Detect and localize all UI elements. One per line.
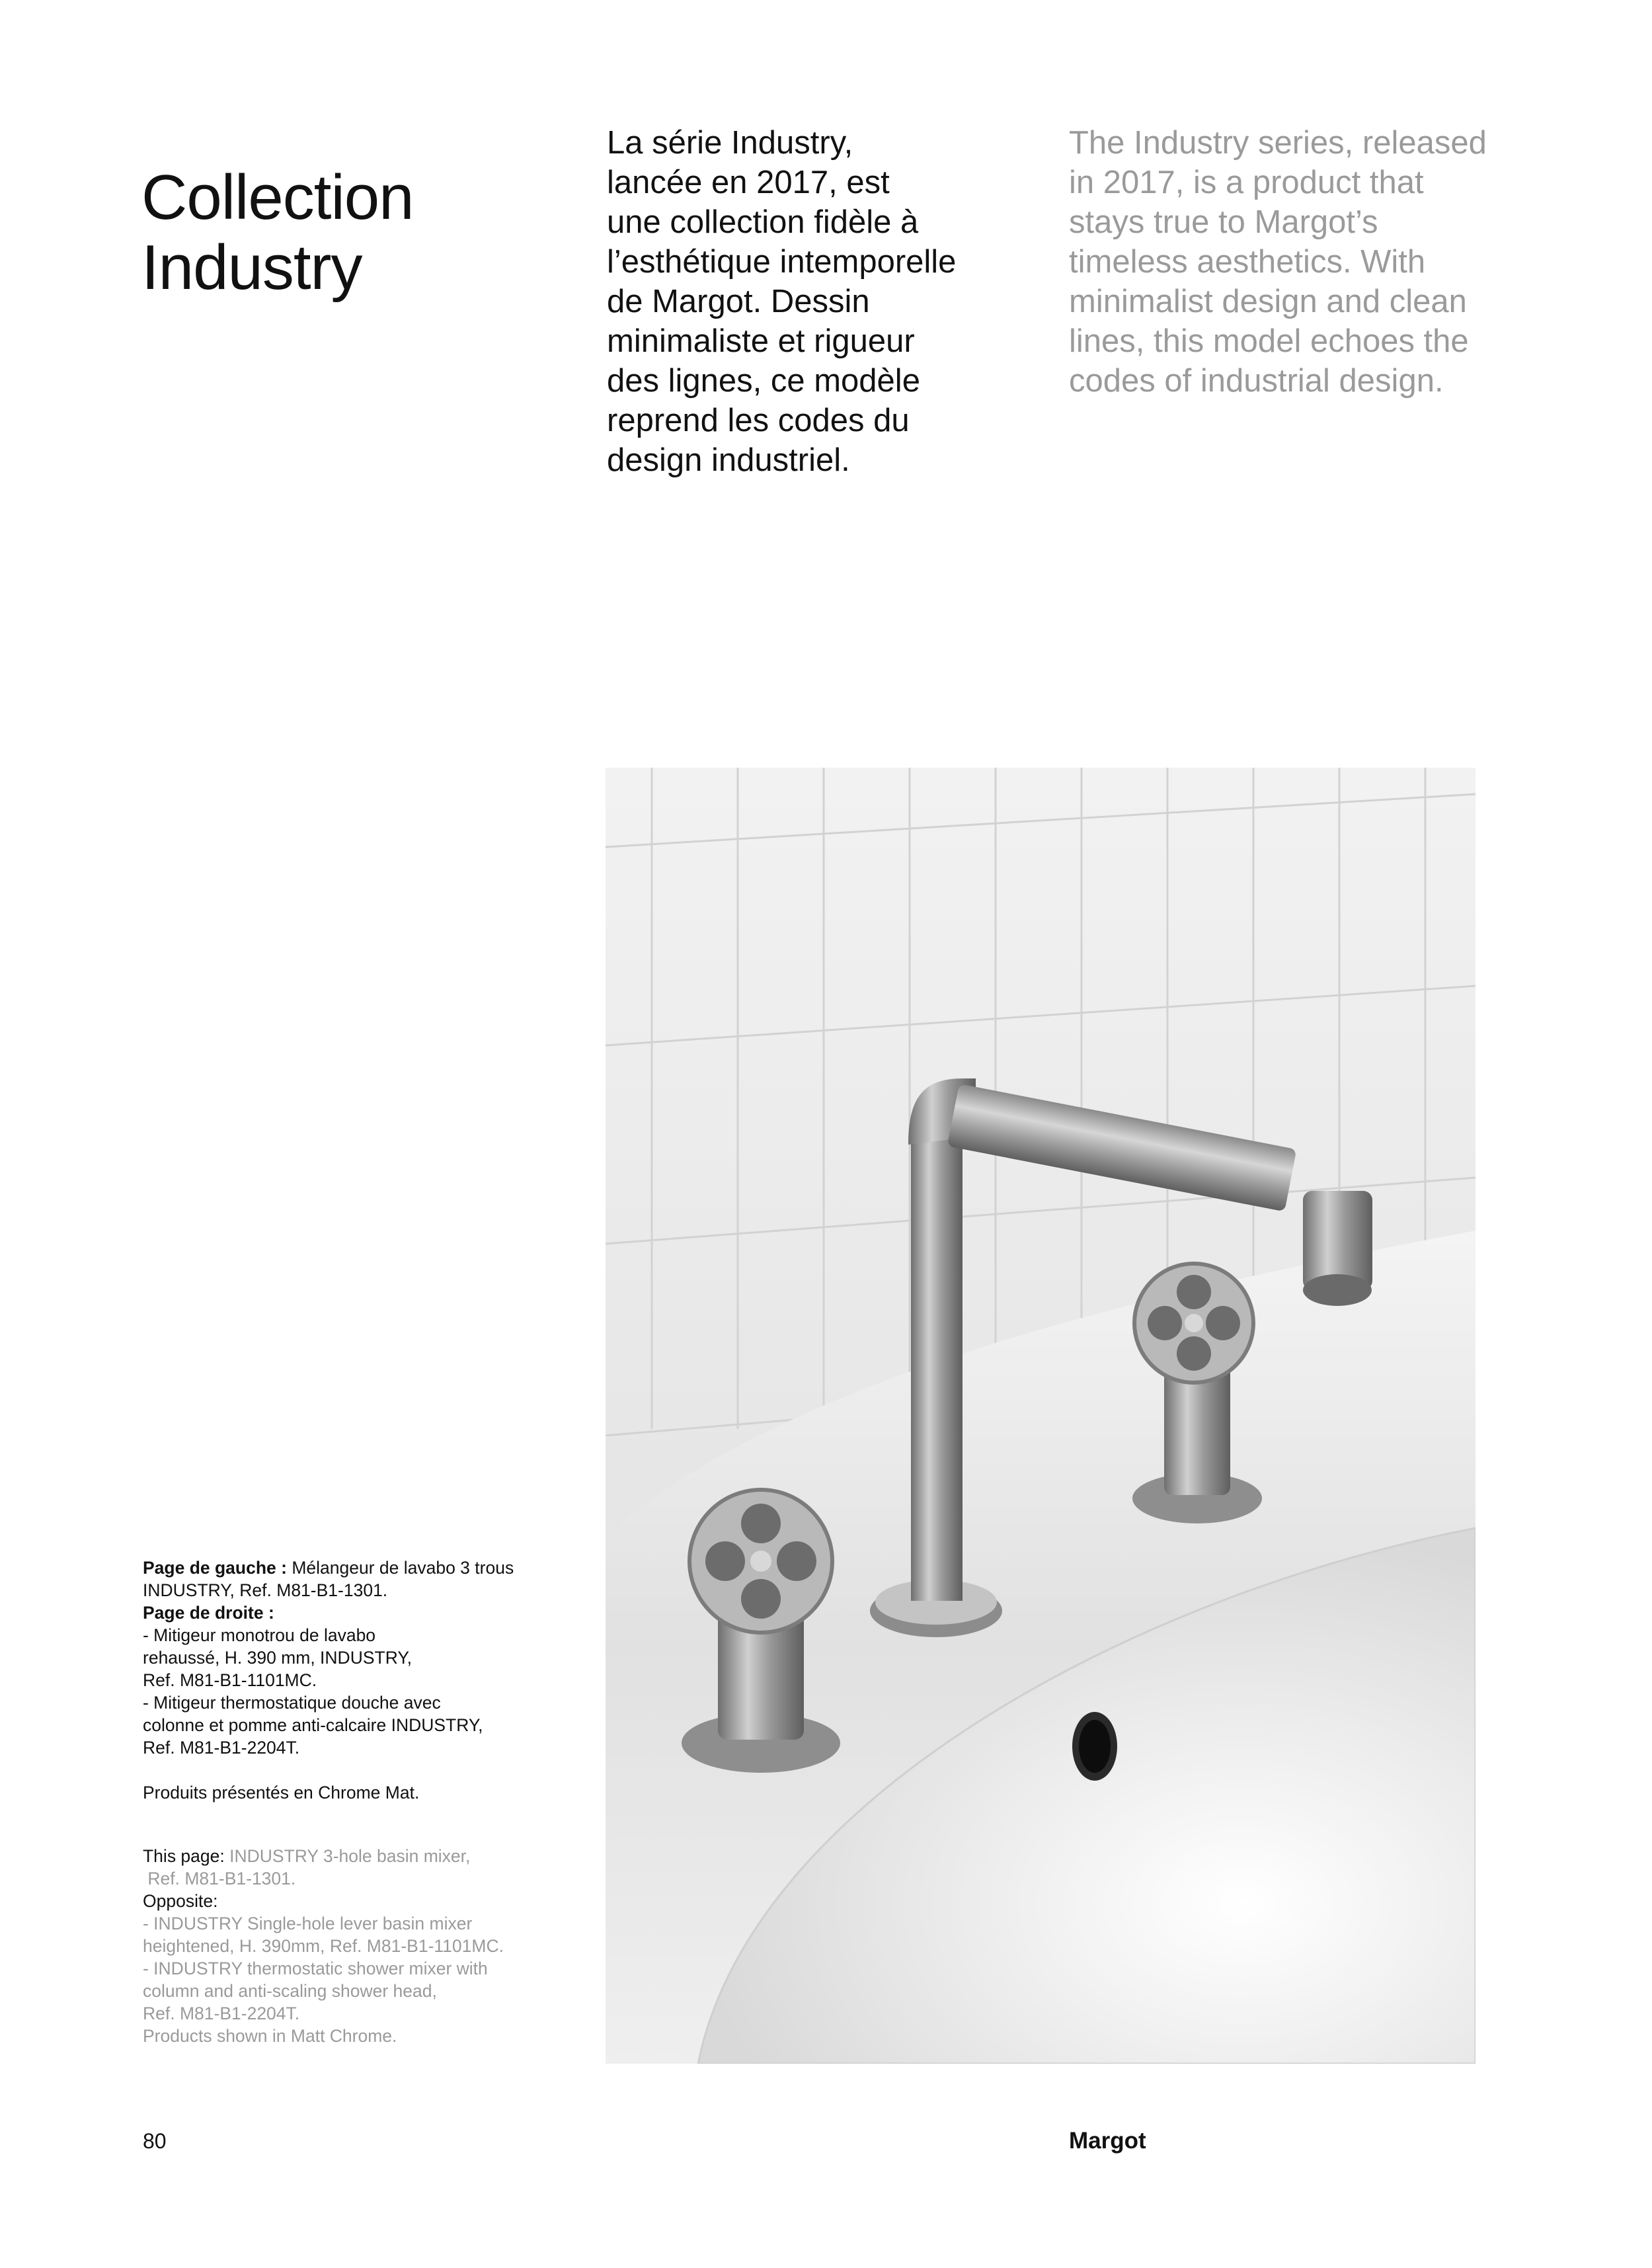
intro-en-line: timeless aesthetics. With — [1069, 244, 1426, 280]
intro-fr-line: une collection fidèle à — [607, 204, 919, 240]
caption-fr-line: colonne et pomme anti-calcaire INDUSTRY, — [143, 1715, 483, 1735]
caption-fr-line: - Mitigeur monotrou de lavabo — [143, 1625, 376, 1645]
caption-en-line: - INDUSTRY thermostatic shower mixer with — [143, 1959, 488, 1978]
intro-french — [607, 123, 1003, 480]
caption-fr-line: rehaussé, H. 390 mm, INDUSTRY, — [143, 1648, 412, 1668]
right-handle-wheel — [1134, 1264, 1253, 1383]
intro-en-line: The Industry series, released — [1069, 125, 1487, 161]
caption-en-line: - INDUSTRY Single-hole lever basin mixer — [143, 1914, 473, 1933]
intro-en-line: in 2017, is a product that — [1069, 165, 1424, 200]
caption-english — [143, 1845, 539, 2047]
caption-en-line: column and anti-scaling shower head, — [143, 1981, 437, 2001]
caption-this-text-2: Ref. M81-B1-1301. — [143, 1869, 296, 1888]
intro-fr-line: reprend les codes du — [607, 403, 910, 438]
intro-en-line: lines, this model echoes the — [1069, 323, 1469, 359]
caption-left-text: Mélangeur de lavabo 3 trous — [286, 1558, 514, 1578]
page-title — [141, 163, 485, 303]
product-photo — [606, 768, 1475, 2064]
caption-en-line: heightened, H. 390mm, Ref. M81-B1-1101MC. — [143, 1936, 504, 1956]
intro-fr-line: minimaliste et rigueur — [607, 323, 915, 359]
caption-fr-line: Ref. M81-B1-1101MC. — [143, 1670, 317, 1690]
caption-right-label: Page de droite : — [143, 1603, 274, 1623]
intro-en-line: minimalist design and clean — [1069, 284, 1467, 319]
intro-fr-line: design industriel. — [607, 442, 850, 478]
spout-column — [911, 1138, 963, 1601]
title-line-2: Industry — [141, 232, 362, 304]
brand-name: Margot — [1069, 2128, 1146, 2154]
caption-en-line: Ref. M81-B1-2204T. — [143, 2004, 300, 2023]
intro-english — [1069, 123, 1492, 401]
intro-en-line: stays true to Margot’s — [1069, 204, 1378, 240]
intro-fr-line: l’esthétique intemporelle — [607, 244, 957, 280]
intro-fr-line: La série Industry, — [607, 125, 853, 161]
caption-left-label: Page de gauche : — [143, 1558, 287, 1578]
faucet-illustration — [606, 768, 1475, 2064]
caption-french — [143, 1557, 539, 1804]
title-line-1: Collection — [141, 162, 414, 233]
caption-en-finish: Products shown in Matt Chrome. — [143, 2026, 397, 2046]
caption-fr-line: Ref. M81-B1-2204T. — [143, 1738, 300, 1758]
intro-fr-line: des lignes, ce modèle — [607, 363, 920, 399]
caption-opposite-label: Opposite: — [143, 1891, 218, 1911]
caption-fr-line: - Mitigeur thermostatique douche avec — [143, 1693, 441, 1713]
intro-fr-line: de Margot. Dessin — [607, 284, 870, 319]
intro-fr-line: lancée en 2017, est — [607, 165, 890, 200]
page-number: 80 — [143, 2129, 167, 2153]
left-handle-wheel — [689, 1490, 832, 1633]
intro-en-line: codes of industrial design. — [1069, 363, 1444, 399]
caption-this-text: INDUSTRY 3-hole basin mixer, — [224, 1846, 471, 1866]
caption-this-label: This page: — [143, 1846, 225, 1866]
caption-left-text-2: INDUSTRY, Ref. M81-B1-1301. — [143, 1580, 388, 1600]
caption-fr-finish: Produits présentés en Chrome Mat. — [143, 1783, 420, 1802]
